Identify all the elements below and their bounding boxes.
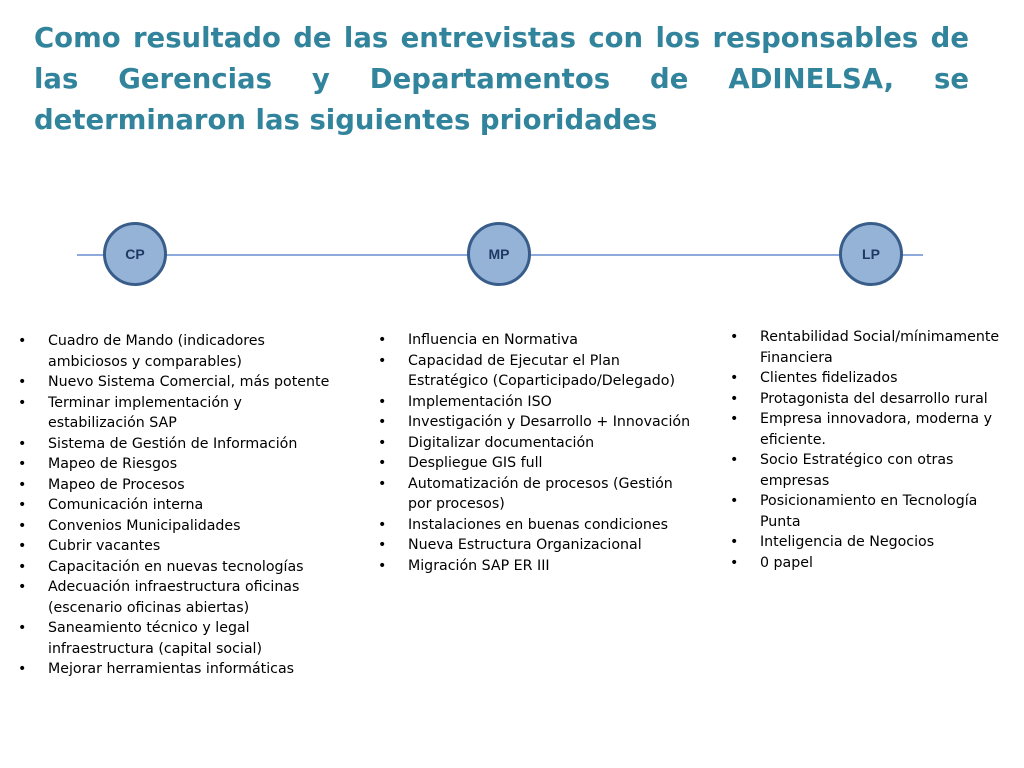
- priority-item: • Socio Estratégico con otras empresas: [730, 450, 1022, 491]
- priority-item: • Adecuación infraestructura oficinas (escenario oficinas abiertas): [18, 577, 333, 618]
- priority-item: • Digitalizar documentación: [378, 433, 693, 454]
- priority-item: • Saneamiento técnico y legal infraestructura (capital social): [18, 618, 333, 659]
- priority-list-mp: [378, 330, 693, 576]
- priority-list-cp: [18, 331, 333, 680]
- priority-item: • Instalaciones en buenas condiciones: [378, 515, 693, 536]
- priority-item: • Inteligencia de Negocios: [730, 532, 1022, 553]
- priority-item: • Mapeo de Procesos: [18, 475, 333, 496]
- priority-item: • Influencia en Normativa: [378, 330, 693, 351]
- priority-item: • Migración SAP ER III: [378, 556, 693, 577]
- priority-item: • Terminar implementación y estabilización SAP: [18, 393, 333, 434]
- priority-item: • Despliegue GIS full: [378, 453, 693, 474]
- priority-item: • Clientes fidelizados: [730, 368, 1022, 389]
- priority-item: • Nueva Estructura Organizacional: [378, 535, 693, 556]
- priority-item: • Mapeo de Riesgos: [18, 454, 333, 475]
- priority-item: • Mejorar herramientas informáticas: [18, 659, 333, 680]
- priority-item: • Cubrir vacantes: [18, 536, 333, 557]
- priority-item: • Posicionamiento en Tecnología Punta: [730, 491, 1022, 532]
- slide-title: Como resultado de las entrevistas con los responsables de las Gerencias y Departamentos de ADINELSA, se determinaron las siguientes prioridades: [34, 22, 969, 136]
- priority-item: • 0 papel: [730, 553, 1022, 574]
- priority-item: • Protagonista del desarrollo rural: [730, 389, 1022, 410]
- timeline: [0, 0, 1024, 320]
- priority-item: • Cuadro de Mando (indicadores ambiciosos y comparables): [18, 331, 333, 372]
- priority-item: • Comunicación interna: [18, 495, 333, 516]
- timeline-node-cp: CP: [103, 222, 167, 286]
- timeline-node-mp: MP: [467, 222, 531, 286]
- priority-item: • Capacitación en nuevas tecnologías: [18, 557, 333, 578]
- priority-item: • Nuevo Sistema Comercial, más potente: [18, 372, 333, 393]
- priority-list-lp: [730, 327, 1022, 573]
- priority-item: • Sistema de Gestión de Información: [18, 434, 333, 455]
- priority-item: • Implementación ISO: [378, 392, 693, 413]
- priority-item: • Rentabilidad Social/mínimamente Financiera: [730, 327, 1022, 368]
- priority-item: • Convenios Municipalidades: [18, 516, 333, 537]
- priority-item: • Empresa innovadora, moderna y eficiente.: [730, 409, 1022, 450]
- priority-item: • Automatización de procesos (Gestión por procesos): [378, 474, 693, 515]
- priority-item: • Capacidad de Ejecutar el Plan Estratégico (Coparticipado/Delegado): [378, 351, 693, 392]
- priority-item: • Investigación y Desarrollo + Innovación: [378, 412, 693, 433]
- timeline-node-lp: LP: [839, 222, 903, 286]
